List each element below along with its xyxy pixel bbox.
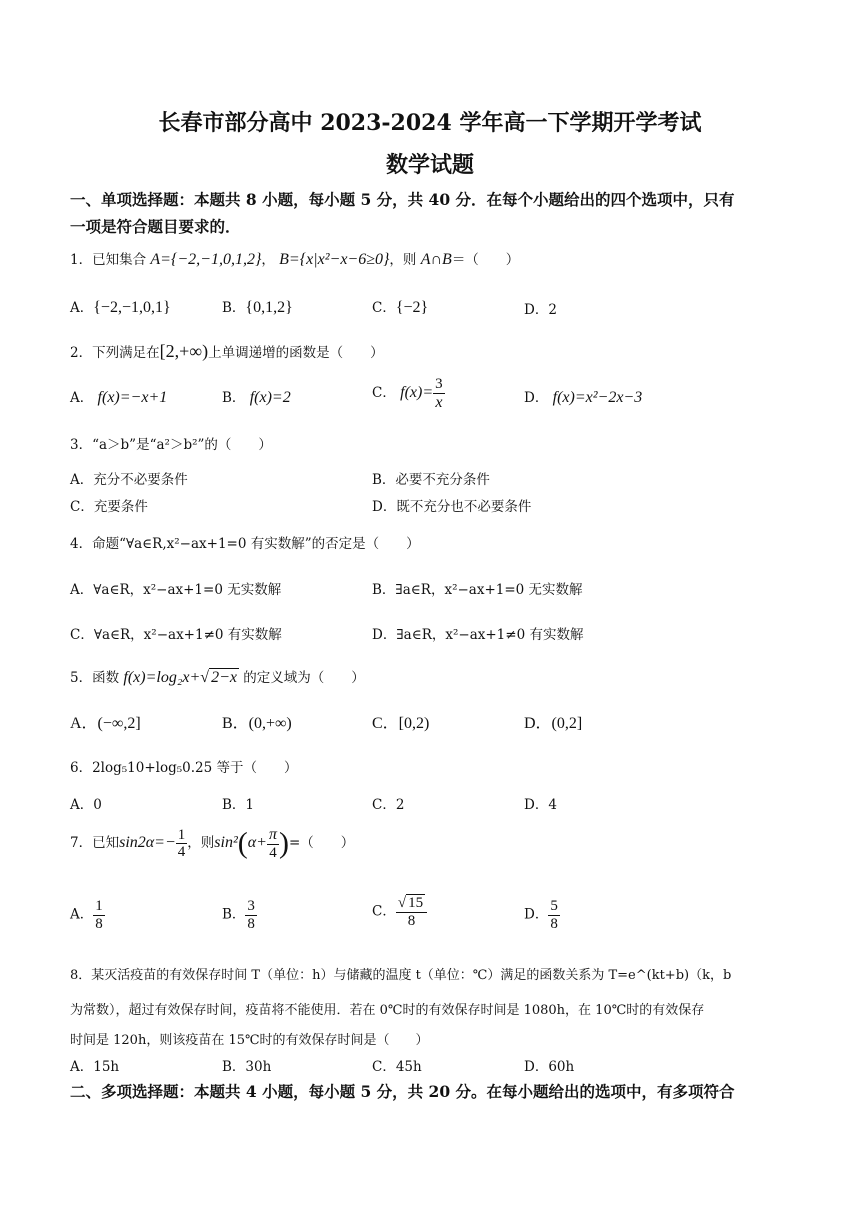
q5-stem1: 5．函数 bbox=[70, 670, 120, 686]
q7-option-a bbox=[70, 898, 105, 932]
q7-b-den: 8 bbox=[247, 915, 255, 932]
q2-a-value: f(x)=−x+1 bbox=[97, 389, 168, 406]
q7-a-num: 1 bbox=[95, 898, 103, 914]
q2-stem1: 2．下列满足在 bbox=[70, 345, 160, 361]
q7-b-num: 3 bbox=[247, 898, 255, 914]
sqrt-sign: √ bbox=[200, 669, 210, 686]
q2-stem2: 上单调递增的函数是（ ） bbox=[208, 345, 384, 361]
q5-option-d: D．(0,2] bbox=[524, 715, 583, 732]
sqrt-sign: √ bbox=[397, 895, 407, 911]
q2-option-a bbox=[70, 386, 167, 407]
q2-c-value: f(x)= bbox=[400, 384, 434, 402]
q7-stem2: ，则 bbox=[187, 835, 215, 852]
q1-b-label: B． bbox=[222, 300, 246, 316]
q1-c-value: {−2} bbox=[395, 299, 429, 316]
q4-option-a: A．∀a∈R，x²−ax+1=0 无实数解 bbox=[70, 582, 282, 598]
q7-c-num: 15 bbox=[408, 895, 424, 911]
q1-stem: 1．已知集合 bbox=[70, 252, 147, 268]
q1-option-b bbox=[222, 296, 293, 317]
q2-b-label: B． bbox=[222, 390, 246, 406]
q2-interval: [2,+∞) bbox=[159, 341, 209, 361]
q7-inner: α+ bbox=[247, 834, 267, 852]
q7-c-den: 8 bbox=[407, 912, 416, 929]
q1-option-c bbox=[372, 296, 428, 317]
q3-option-d: D．既不充分也不必要条件 bbox=[372, 499, 532, 515]
question-4: 4．命题“∀a∈R,x²−ax+1=0 有实数解”的否定是（ ） bbox=[70, 536, 420, 552]
q1-b-value: {0,1,2} bbox=[245, 299, 293, 316]
paren-right: ) bbox=[278, 826, 289, 860]
q7-a-den: 8 bbox=[95, 915, 103, 932]
q7-stem1: 7．已知 bbox=[70, 835, 120, 852]
q8-option-c: C．45h bbox=[372, 1059, 422, 1075]
q7-frac1-den: 4 bbox=[177, 844, 186, 861]
q5-option-a: A．(−∞,2] bbox=[70, 715, 141, 732]
q6-option-d: D．4 bbox=[524, 797, 557, 813]
q8-option-a: A．15h bbox=[70, 1059, 120, 1075]
q7-a-frac bbox=[93, 898, 105, 932]
q7-option-b bbox=[222, 898, 257, 932]
q1-set-a: A={−2,−1,0,1,2} bbox=[150, 251, 262, 268]
exam-subtitle: 数学试题 bbox=[385, 152, 474, 178]
q1-option-a bbox=[70, 296, 171, 317]
q7-a-label: A． bbox=[70, 906, 94, 923]
q3-option-b: B．必要不充分条件 bbox=[372, 472, 490, 488]
question-8-line1: 8．某灭活疫苗的有效保存时间 T（单位：h）与储藏的温度 t（单位：℃）满足的函数关系为 T=e^(kt+b)（k，b bbox=[70, 968, 732, 983]
question-1 bbox=[70, 248, 519, 269]
q5-option-b: B．(0,+∞) bbox=[222, 715, 292, 732]
q7-b-frac bbox=[245, 898, 257, 932]
q7-frac2-num: π bbox=[268, 826, 277, 843]
q5-radicand: 2−x bbox=[211, 669, 237, 686]
q1-a-label: A． bbox=[70, 300, 94, 316]
q2-d-label: D． bbox=[524, 390, 549, 406]
q1-set-b: B={x|x²−x−6≥0} bbox=[279, 251, 390, 268]
q7-tail: =（ ） bbox=[288, 835, 355, 852]
q6-option-b: B．1 bbox=[222, 797, 255, 813]
q5-stem2: 的定义域为（ ） bbox=[243, 670, 365, 686]
q2-option-d bbox=[524, 386, 642, 407]
q6-option-a: A．0 bbox=[70, 797, 102, 813]
q2-c-label: C． bbox=[372, 385, 396, 402]
q3-option-c: C．充要条件 bbox=[70, 499, 148, 515]
q4-option-c: C．∀a∈R，x²−ax+1≠0 有实数解 bbox=[70, 627, 282, 643]
q3-option-a: A．充分不必要条件 bbox=[70, 472, 188, 488]
q1-sep: ， bbox=[261, 252, 275, 268]
q2-c-fraction bbox=[433, 376, 445, 411]
q7-frac1 bbox=[176, 827, 188, 861]
q2-d-value: f(x)=x²−2x−3 bbox=[552, 389, 643, 406]
paren-left: ( bbox=[237, 826, 248, 860]
question-8-line3: 时间是 120h，则该疫苗在 15℃时的有效保存时间是（ ） bbox=[70, 1033, 429, 1048]
question-3: 3．“a＞b”是“a²＞b²”的（ ） bbox=[70, 437, 272, 453]
q1-intersection: A∩B bbox=[420, 251, 452, 268]
q2-option-b bbox=[222, 386, 291, 407]
question-5 bbox=[70, 666, 365, 687]
section1-heading-line2: 一项是符合题目要求的． bbox=[70, 217, 241, 236]
q7-frac2-den: 4 bbox=[269, 844, 277, 861]
q7-option-c bbox=[372, 895, 427, 929]
q7-c-frac bbox=[396, 895, 427, 929]
q6-option-c: C．2 bbox=[372, 797, 405, 813]
q8-option-b: B．30h bbox=[222, 1059, 272, 1075]
q1-option-d: D．2 bbox=[524, 302, 557, 318]
section2-heading-line1: 二、多项选择题：本题共 4 小题，每小题 5 分，共 20 分。在每小题给出的选项中，有多项符合 bbox=[70, 1082, 735, 1101]
q7-d-den: 8 bbox=[550, 915, 558, 932]
exam-title: 长春市部分高中 2023-2024 学年高一下学期开学考试 bbox=[158, 110, 702, 136]
q7-frac2 bbox=[267, 826, 279, 861]
q7-frac1-num: 1 bbox=[177, 826, 186, 843]
q5-function: f(x)=log₂x+ bbox=[123, 669, 201, 686]
q5-option-c: C．[0,2) bbox=[372, 715, 430, 732]
question-8-line2: 为常数），超过有效保存时间，疫苗将不能使用．若在 0℃时的有效保存时间是 1080h，在 10℃时的有效保存 bbox=[70, 1003, 705, 1018]
q1-tail: ＝（ ） bbox=[451, 252, 520, 268]
q7-c-num-wrap bbox=[396, 895, 427, 913]
q4-option-d: D．∃a∈R，x²−ax+1≠0 有实数解 bbox=[372, 627, 584, 643]
q7-d-num: 5 bbox=[550, 898, 558, 914]
q7-d-frac bbox=[548, 898, 560, 932]
q2-b-value: f(x)=2 bbox=[249, 389, 291, 406]
q1-a-value: {−2,−1,0,1} bbox=[93, 299, 171, 316]
q7-b-label: B． bbox=[222, 906, 246, 923]
q7-sin2a: sin2α=− bbox=[119, 834, 176, 852]
q7-option-d bbox=[524, 898, 560, 932]
q8-option-d: D．60h bbox=[524, 1059, 575, 1075]
q2-c-num: 3 bbox=[435, 376, 443, 392]
section1-heading-line1: 一、单项选择题：本题共 8 小题，每小题 5 分，共 40 分．在每个小题给出的四个选项中，只有 bbox=[70, 190, 735, 209]
q7-d-label: D． bbox=[524, 906, 549, 923]
question-7 bbox=[70, 826, 354, 861]
q4-option-b: B．∃a∈R，x²−ax+1=0 无实数解 bbox=[372, 582, 583, 598]
q7-c-label: C． bbox=[372, 903, 396, 920]
question-6: 6．2log₅10+log₅0.25 等于（ ） bbox=[70, 760, 298, 776]
q1-c-label: C． bbox=[372, 300, 396, 316]
q7-sinsq: sin² bbox=[214, 834, 238, 852]
q1-sep2: ，则 bbox=[389, 252, 417, 268]
q2-a-label: A． bbox=[70, 390, 94, 406]
q2-c-den: x bbox=[435, 393, 443, 411]
question-2 bbox=[70, 341, 384, 362]
q2-option-c bbox=[372, 376, 445, 411]
